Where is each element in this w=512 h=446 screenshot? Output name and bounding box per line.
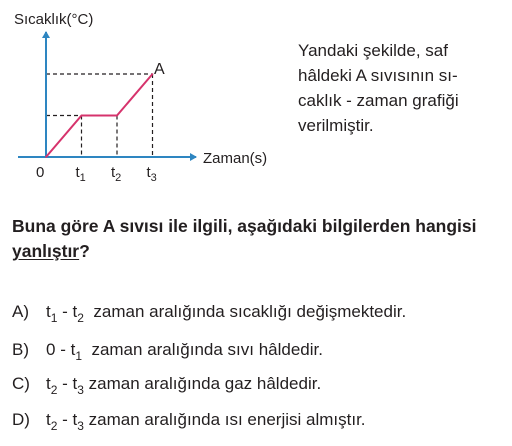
description-line: verilmiştir. (298, 116, 374, 135)
description-line: caklık - zaman grafiği (298, 91, 459, 110)
description-line: Yandaki şekilde, saf (298, 41, 448, 60)
data-point (45, 156, 47, 158)
data-point (81, 115, 83, 117)
underlined-word: yanlıştır (12, 241, 80, 261)
x-tick-label: $t_2$ (111, 164, 122, 184)
point-a-label: A (154, 61, 165, 78)
question-text: Buna göre A sıvısı ile ilgili, aşağıdaki bilgilerden hangisi yanlıştır? (12, 216, 477, 261)
x-axis-label: Zaman(s) (203, 150, 268, 167)
description-line: hâldeki A sıvısının sı- (298, 66, 458, 85)
option-d[interactable]: D) $t_2 - t_3$ zaman aralığında ısı enerjisi almıştır. (12, 410, 366, 433)
data-point (116, 115, 118, 117)
temperature-time-chart (0, 0, 290, 200)
origin-label: 0 (36, 164, 45, 181)
graph-description (298, 38, 502, 138)
option-b[interactable]: B) $0 - t_1$ zaman aralığında sıvı hâldedir. (12, 340, 323, 363)
y-axis-label: Sıcaklık(°C) (14, 11, 94, 28)
x-tick-label: $t_1$ (75, 164, 86, 184)
x-tick-label: $t_3$ (146, 164, 157, 184)
option-a[interactable]: A) $t_1 - t_2$ zaman aralığında sıcaklığı değişmektedir. (12, 302, 407, 325)
option-c[interactable]: C) $t_2 - t_3$ zaman aralığında gaz hâldedir. (12, 374, 322, 397)
